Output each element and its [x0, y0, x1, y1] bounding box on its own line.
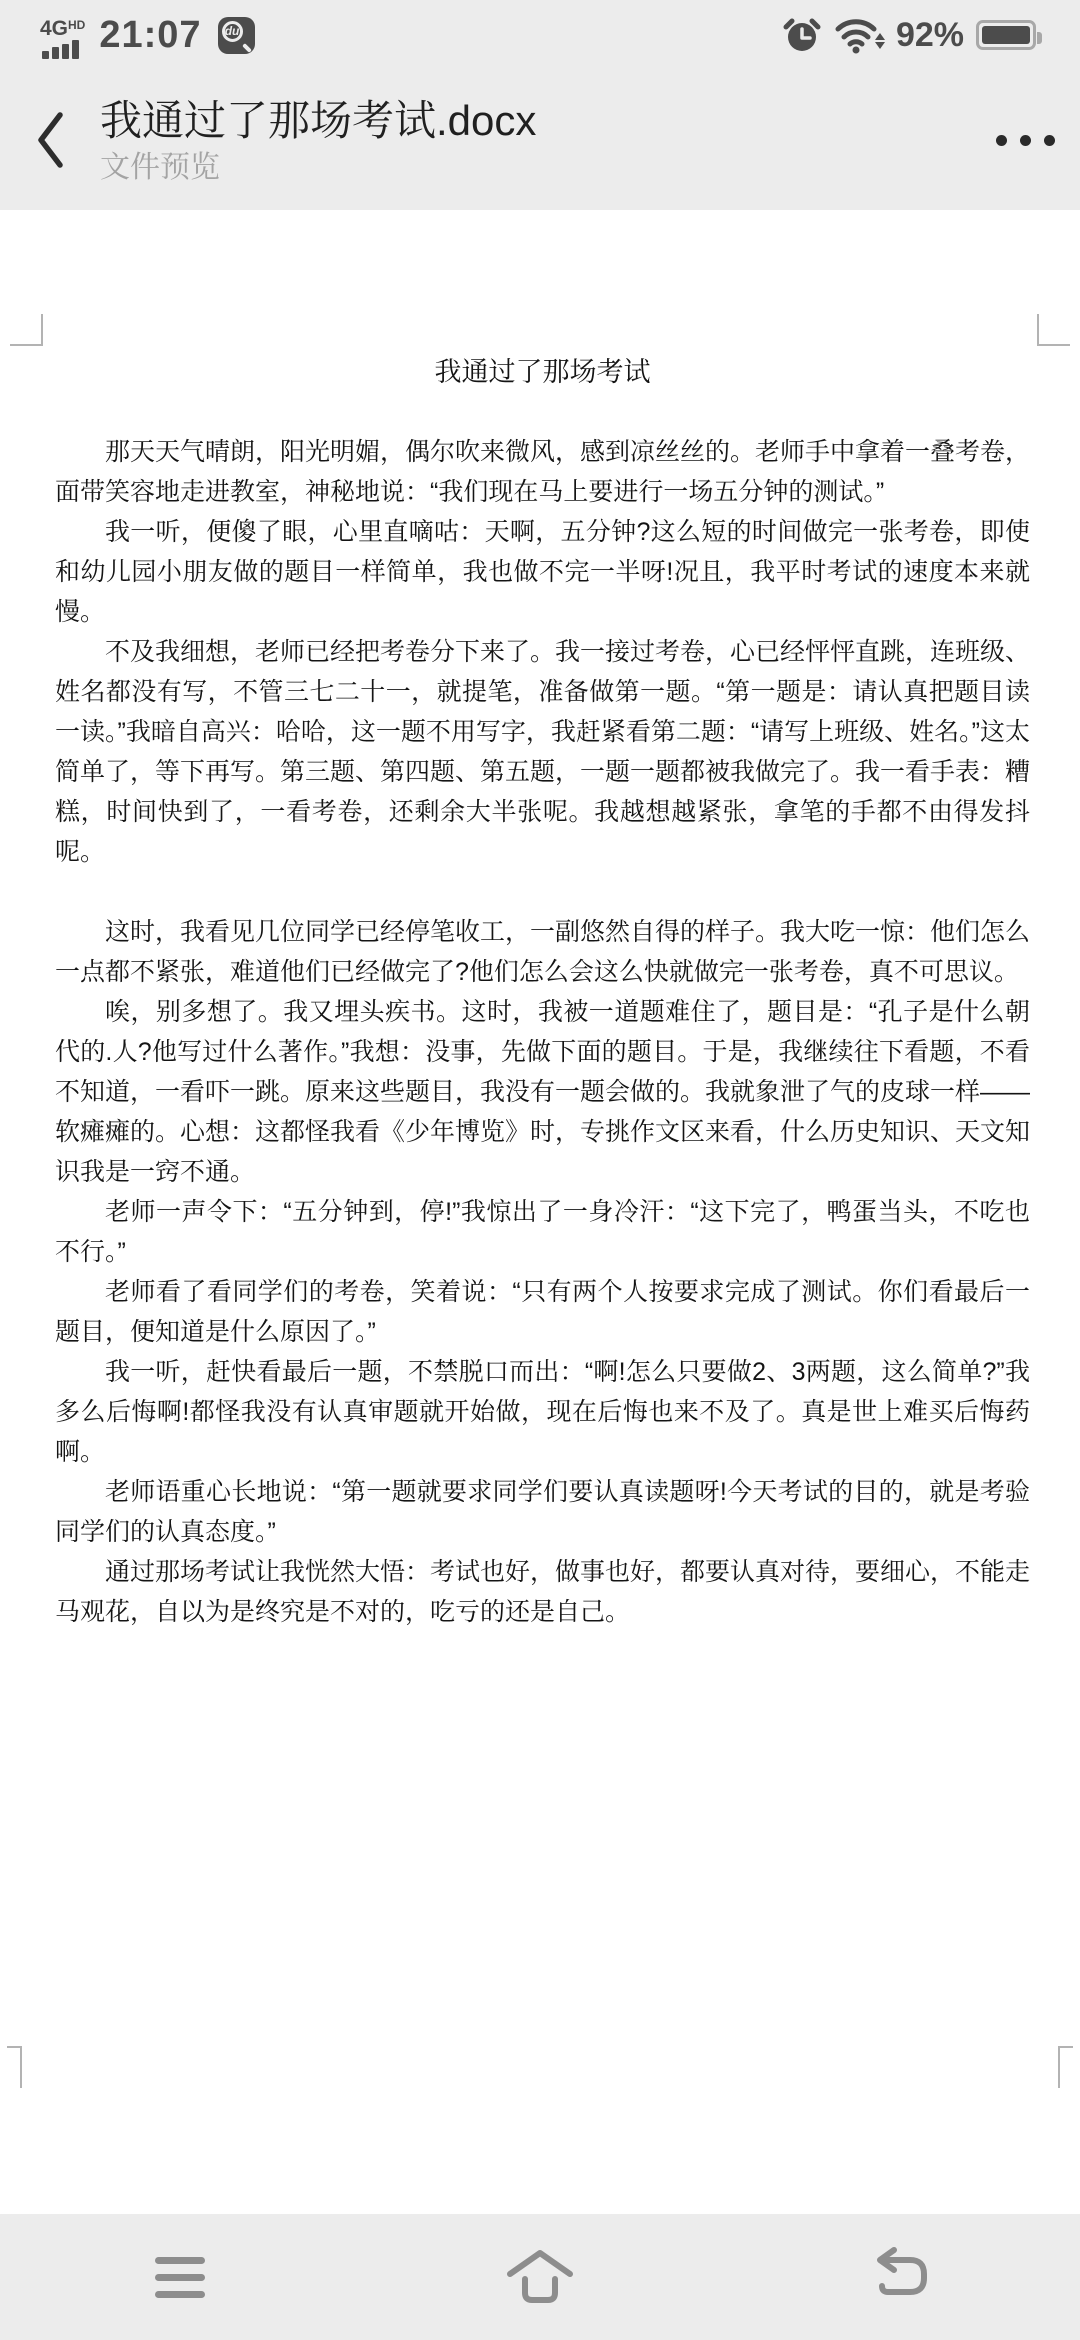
document-paragraph: 老师看了看同学们的考卷，笑着说：“只有两个人按要求完成了测试。你们看最后一题目，便知道是什么原因了。”	[55, 1278, 1030, 1346]
home-button[interactable]	[360, 2214, 720, 2340]
network-type-label: $4G^{HD}$	[40, 16, 86, 40]
alarm-clock-icon	[782, 15, 822, 55]
document-paragraph: 不及我细想，老师已经把考卷分下来了。我一接过考卷，心已经怦怦直跳，连班级、姓名都没有写，不管三七二十一，就提笔，准备做第一题。“第一题是：请认真把题目读一读。”我暗自高兴：哈哈，这一题不用写字，我赶紧看第二题：“请写上班级、姓名。”这太简单了，等下再写。第三题、第四题、第五题，一题一题都被我做完了。我一看手表：糟糕，时间快到了，一看考卷，还剩余大半张呢。我越想越紧张，拿笔的手都不由得发抖呢。	[55, 638, 1031, 866]
document-paragraphs	[55, 432, 1030, 1632]
document-paragraph: 通过那场考试让我恍然大悟：考试也好，做事也好，都要认真对待，要细心，不能走马观花，自以为是终究是不对的，吃亏的还是自己。	[55, 1558, 1031, 1626]
home-icon	[502, 2246, 578, 2308]
status-bar	[0, 0, 1080, 70]
chevron-left-icon	[33, 109, 67, 171]
back-nav-button[interactable]	[720, 2214, 1080, 2340]
page-margin-mark-top-right	[1037, 314, 1070, 346]
page-margin-mark-top-left	[10, 314, 43, 346]
hd-voice-badge: HD	[68, 17, 86, 32]
signal-bars-icon	[42, 40, 82, 59]
baidu-app-notification-icon: du	[218, 17, 255, 54]
back-icon	[862, 2246, 938, 2308]
status-time: 21:07	[99, 13, 202, 56]
cellular-signal-icon	[40, 16, 85, 59]
document-paragraph: 我一听，赶快看最后一题，不禁脱口而出：“啊!怎么只要做2、3两题，这么简单?”我多么后悔啊!都怪我没有认真审题就开始做，现在后悔也来不及了。真是世上难买后悔药啊。	[55, 1358, 1030, 1466]
document-title: 我通过了那场考试	[434, 357, 651, 387]
document-paragraph: 那天天气晴朗，阳光明媚，偶尔吹来微风，感到凉丝丝的。老师手中拿着一叠考卷，面带笑容地走进教室，神秘地说：“我们现在马上要进行一场五分钟的测试。”	[55, 438, 1031, 506]
ellipsis-icon	[996, 135, 1055, 146]
file-preview-subtitle: 文件预览	[100, 151, 220, 184]
recents-button[interactable]	[0, 2214, 360, 2340]
page-margin-mark-bottom-left	[7, 2046, 22, 2088]
page-margin-mark-bottom-right	[1058, 2046, 1073, 2088]
battery-icon	[976, 20, 1036, 50]
battery-percent-label: 92%	[895, 15, 964, 54]
document-preview-page[interactable]	[0, 210, 1080, 2214]
status-bar-right	[782, 15, 1042, 55]
document-paragraph: 我一听，便傻了眼，心里直嘀咕：天啊，五分钟?这么短的时间做完一张考卷，即使和幼儿园小朋友做的题目一样简单，我也做不完一半呀!况且，我平时考试的速度本来就慢。	[55, 518, 1030, 626]
header-title-block	[100, 92, 970, 188]
menu-icon	[155, 2257, 205, 2298]
android-navigation-bar	[0, 2214, 1080, 2340]
document-paragraph: 这时，我看见几位同学已经停笔收工，一副悠然自得的样子。我大吃一惊：他们怎么一点都不紧张，难道他们已经做完了?他们怎么会这么快就做完一张考卷，真不可思议。	[55, 918, 1031, 986]
file-preview-header	[0, 70, 1080, 210]
file-name-title: 我通过了那场考试.docx	[100, 97, 537, 144]
document-body	[55, 352, 1030, 1632]
document-paragraph: 老师一声令下：“五分钟到，停!”我惊出了一身冷汗：“这下完了，鸭蛋当头，不吃也不行。”	[55, 1198, 1030, 1266]
more-options-button[interactable]	[970, 70, 1080, 210]
status-bar-left	[40, 12, 255, 59]
document-paragraph: 老师语重心长地说：“第一题就要求同学们要认真读题呀!今天考试的目的，就是考验同学们的认真态度。”	[55, 1478, 1030, 1546]
back-button[interactable]	[0, 70, 100, 210]
wifi-icon	[834, 15, 886, 55]
document-paragraph: 唉，别多想了。我又埋头疾书。这时，我被一道题难住了，题目是：“孔子是什么朝代的.人?他写过什么著作。”我想：没事，先做下面的题目。于是，我继续往下看题，不看不知道，一看吓一跳。原来这些题目，我没有一题会做的。我就象泄了气的皮球一样——软瘫瘫的。心想：这都怪我看《少年博览》时，专挑作文区来看，什么历史知识、天文知识我是一窍不通。	[55, 998, 1031, 1186]
